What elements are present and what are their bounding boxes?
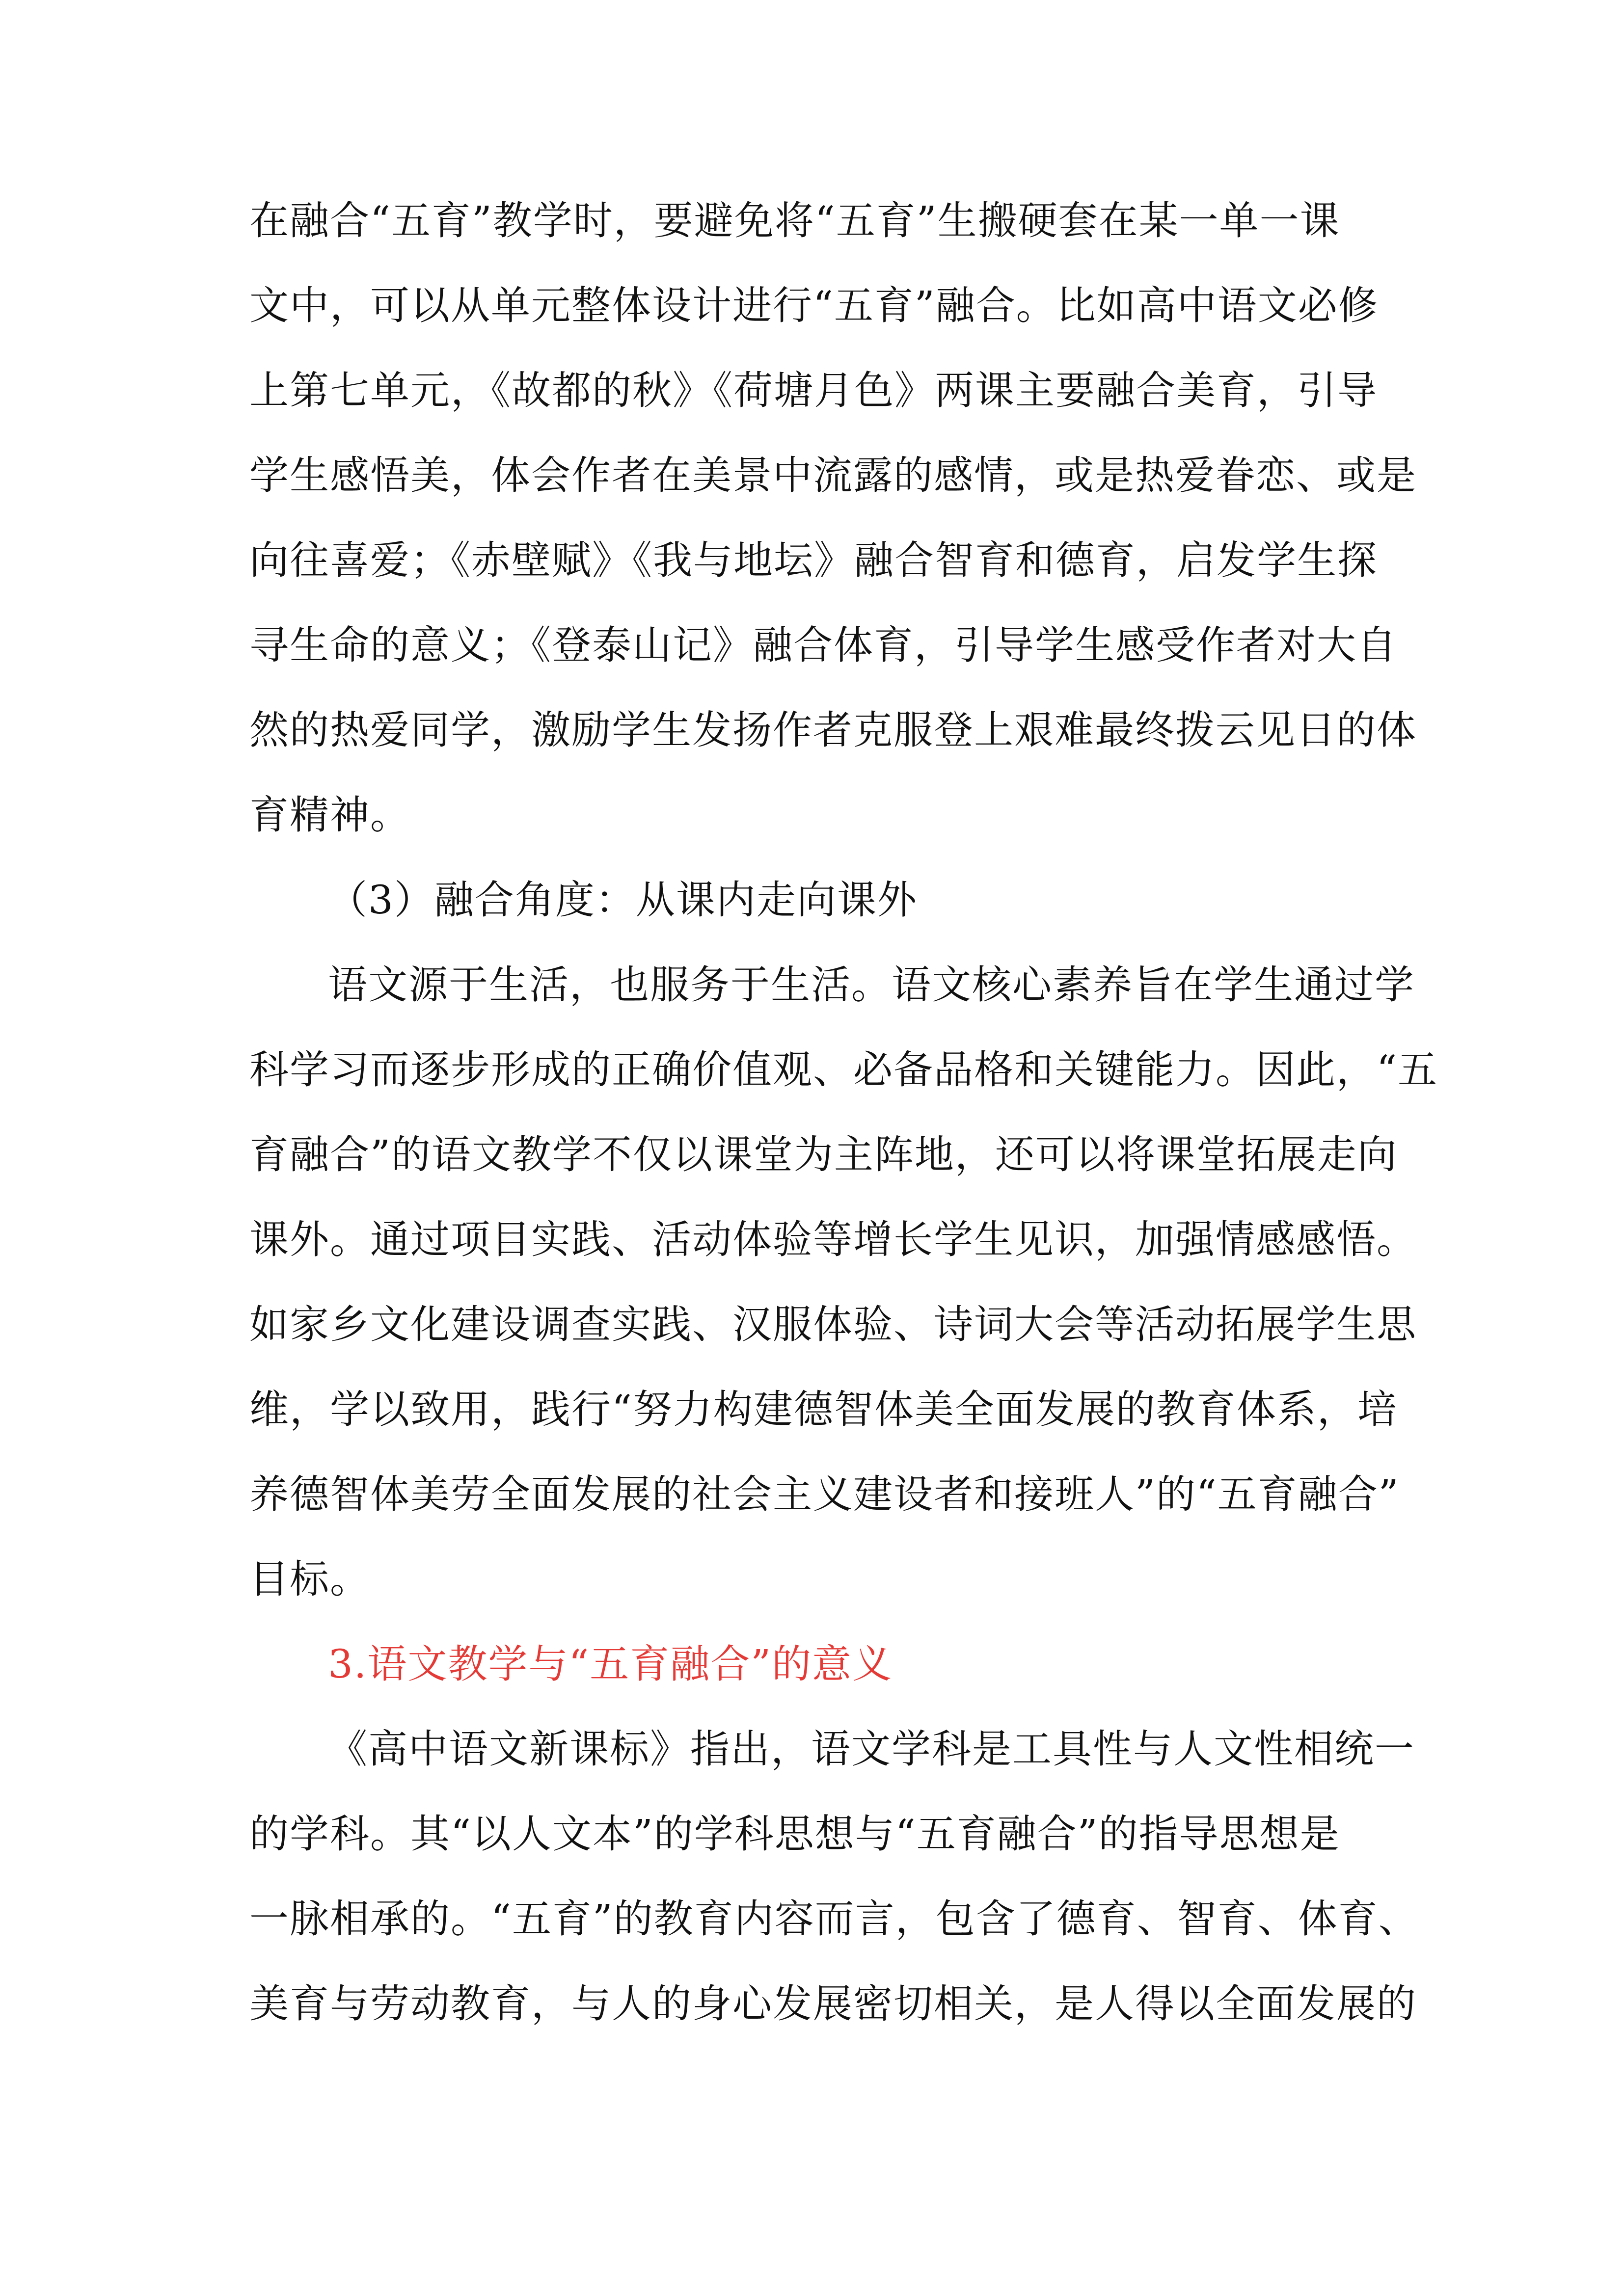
paragraph-2-line: 养德智体美劳全面发展的社会主义建设者和接班人”的“五育融合” <box>249 1471 1400 1517</box>
paragraph-1-line: 向往喜爱；《赤壁赋》《我与地坛》融合智育和德育，启发学生探 <box>249 537 1378 583</box>
paragraph-3-line: 的学科。其“以人文本”的学科思想与“五育融合”的指导思想是 <box>249 1811 1340 1857</box>
paragraph-1-line: 在融合“五育”教学时，要避免将“五育”生搬硬套在某一单一课 <box>249 198 1340 243</box>
section-heading: 3.语文教学与“五育融合”的意义 <box>328 1641 893 1687</box>
paragraph-2-line: 课外。通过项目实践、活动体验等增长学生见识，加强情感感悟。 <box>249 1217 1417 1262</box>
paragraph-1-line: 学生感悟美，体会作者在美景中流露的感情，或是热爱眷恋、或是 <box>249 453 1417 498</box>
paragraph-2-line: 科学习而逐步形成的正确价值观、必备品格和关键能力。因此，“五 <box>249 1047 1438 1093</box>
paragraph-1-line: 然的热爱同学，激励学生发扬作者克服登上艰难最终拨云见日的体 <box>249 707 1417 753</box>
paragraph-3-line: 美育与劳动教育，与人的身心发展密切相关，是人得以全面发展的 <box>249 1981 1417 2027</box>
paragraph-1-line: 上第七单元，《故都的秋》《荷塘月色》两课主要融合美育，引导 <box>249 368 1378 413</box>
paragraph-2-line: 目标。 <box>249 1556 370 1602</box>
paragraph-2-line: 如家乡文化建设调查实践、汉服体验、诗词大会等活动拓展学生思 <box>249 1302 1417 1347</box>
paragraph-2-line: 语文源于生活，也服务于生活。语文核心素养旨在学生通过学 <box>328 962 1415 1008</box>
paragraph-1-line: 育精神。 <box>249 792 410 838</box>
paragraph-1-line: 文中，可以从单元整体设计进行“五育”融合。比如高中语文必修 <box>249 283 1379 328</box>
paragraph-2-line: 维，学以致用，践行“努力构建德智体美全面发展的教育体系，培 <box>249 1387 1398 1432</box>
paragraph-2-line: 育融合”的语文教学不仅以课堂为主阵地，还可以将课堂拓展走向 <box>249 1132 1398 1177</box>
paragraph-3-line: 一脉相承的。“五育”的教育内容而言，包含了德育、智育、体育、 <box>249 1896 1419 1942</box>
paragraph-1-line: 寻生命的意义；《登泰山记》融合体育，引导学生感受作者对大自 <box>249 622 1397 668</box>
paragraph-3-line: 《高中语文新课标》指出，语文学科是工具性与人文性相统一 <box>328 1726 1415 1772</box>
subheading-3: （3）融合角度：从课内走向课外 <box>328 877 918 923</box>
